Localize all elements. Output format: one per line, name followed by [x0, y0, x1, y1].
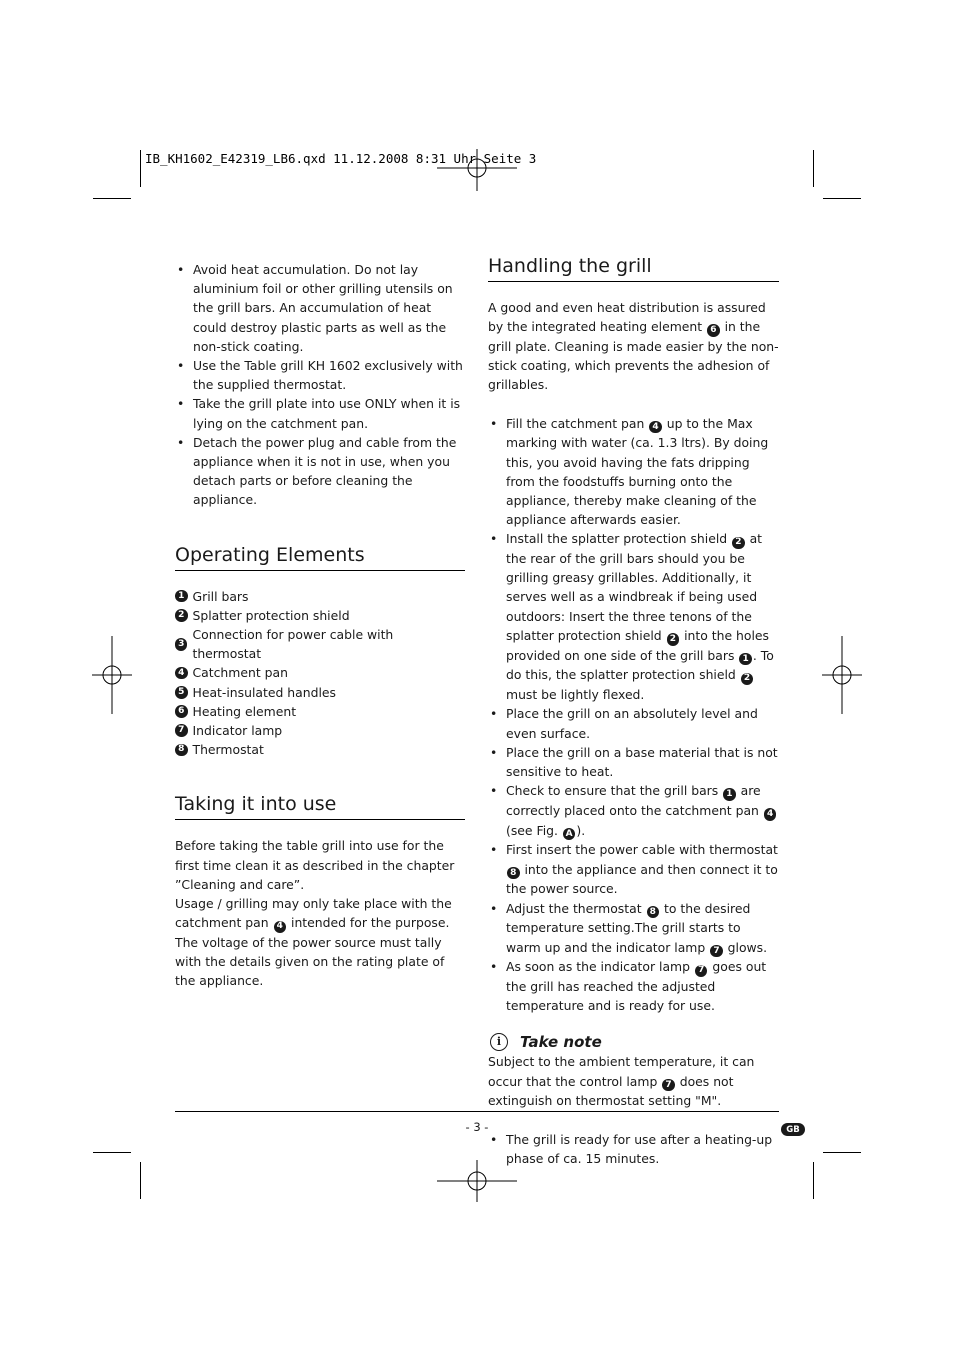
- registration-mark-icon: [92, 636, 132, 714]
- number-badge: 2: [175, 609, 188, 622]
- text: intended for the purpose.: [291, 915, 450, 931]
- text: First insert the power cable with thermostat: [506, 842, 778, 858]
- crop-mark: [823, 198, 861, 199]
- number-badge: 2: [732, 537, 745, 550]
- left-column: [175, 260, 465, 991]
- text: As soon as the indicator lamp: [506, 959, 690, 975]
- text: does not extinguish on thermostat setting "M".: [488, 1073, 734, 1109]
- item-label: Heat-insulated handles: [192, 684, 336, 700]
- list-item: [175, 606, 465, 625]
- language-badge: GB: [781, 1123, 805, 1136]
- text: into the appliance and then connect it to the power source.: [506, 861, 778, 897]
- text: up to the Max marking with water (ca. 1.3 ltrs). By doing this, you avoid having the fats dripping from the foodstuffs burning onto the appliance, thereby make cleaning of the appliance afterwards easier.: [506, 415, 769, 528]
- text: at the rear of the grill bars should you be grilling greasy grillables. Additionally, it serves well as a windbreak if being used outdoors: Insert the three tenons of the splatter protection shield: [506, 531, 763, 643]
- text: ).: [576, 822, 586, 838]
- text: Fill the catchment pan: [506, 415, 645, 431]
- number-badge: 1: [723, 788, 736, 801]
- figure-badge: A: [563, 828, 576, 841]
- number-badge: 7: [710, 945, 723, 958]
- list-item: • Use the Table grill KH 1602 exclusively with the supplied thermostat.: [175, 356, 465, 394]
- note-title: Take note: [520, 1033, 602, 1052]
- item-label: Connection for power cable with thermostat: [192, 627, 394, 662]
- item-label: Splatter protection shield: [192, 607, 350, 623]
- take-note-heading: [488, 1032, 779, 1052]
- number-badge: 6: [175, 705, 188, 718]
- list-item: [488, 414, 779, 530]
- crop-mark: [140, 1162, 141, 1199]
- number-badge: 1: [175, 590, 188, 603]
- footer-divider: [175, 1111, 779, 1112]
- item-label: Grill bars: [192, 588, 249, 604]
- note-paragraph: [488, 1052, 779, 1110]
- operating-elements-heading: Operating Elements: [175, 543, 465, 571]
- list-item: [175, 721, 465, 740]
- print-slug: IB_KH1602_E42319_LB6.qxd 11.12.2008 8:31 Uhr Seite 3: [145, 151, 537, 166]
- list-item: • The grill is ready for use after a heating-up phase of ca. 15 minutes.: [488, 1130, 779, 1168]
- number-badge: 4: [764, 808, 777, 821]
- taking-into-use-body: [175, 836, 465, 990]
- text: . To do this, the splatter protection shield: [506, 647, 774, 683]
- number-badge: 4: [175, 667, 188, 680]
- right-column: [488, 254, 779, 1168]
- list-item: [488, 781, 779, 840]
- crop-mark: [813, 150, 814, 187]
- text: to the desired temperature setting.The grill starts to warm up and the indicator lamp: [506, 900, 751, 955]
- crop-mark: [813, 1162, 814, 1199]
- intro-paragraph: [488, 298, 779, 395]
- crop-mark: [93, 198, 131, 199]
- number-badge: 1: [739, 653, 752, 666]
- paragraph: The voltage of the power source must tally with the details given on the rating plate of the appliance.: [175, 935, 445, 989]
- info-icon: i: [490, 1033, 508, 1051]
- list-item: [175, 663, 465, 682]
- text: Check to ensure that the grill bars: [506, 783, 719, 799]
- text: (see Fig.: [506, 822, 558, 838]
- item-label: Thermostat: [192, 742, 264, 758]
- number-badge: 3: [175, 638, 187, 651]
- registration-mark-icon: [822, 636, 862, 714]
- text: Usage / grilling may only take place with the catchment pan: [175, 896, 452, 931]
- operating-elements-list: [175, 587, 465, 760]
- number-badge: 7: [175, 724, 188, 737]
- number-badge: 7: [695, 965, 708, 978]
- text: are correctly placed onto the catchment pan: [506, 783, 761, 818]
- number-badge: 4: [649, 421, 662, 434]
- text: in the grill plate. Cleaning is made easier by the non-stick coating, which prevents the adhesion of grillables.: [488, 319, 779, 393]
- list-item: [175, 702, 465, 721]
- handling-heading: Handling the grill: [488, 254, 779, 282]
- safety-bullets: [175, 260, 465, 510]
- handling-bullets: [488, 414, 779, 1016]
- list-item: [175, 587, 465, 606]
- text: Install the splatter protection shield: [506, 531, 728, 547]
- list-item: [488, 529, 779, 704]
- number-badge: 7: [662, 1079, 675, 1092]
- final-bullets: [488, 1130, 779, 1168]
- text: goes out the grill has reached the adjusted temperature and is ready for use.: [506, 959, 767, 1014]
- number-badge: 8: [647, 906, 660, 919]
- list-item: • Avoid heat accumulation. Do not lay aluminium foil or other grilling utensils on the grill bars. An accumulation of heat could destroy plastic parts as well as the non-stick coating.: [175, 260, 465, 356]
- item-label: Heating element: [192, 703, 297, 719]
- list-item: [175, 740, 465, 759]
- crop-mark: [93, 1152, 131, 1153]
- number-badge: 2: [741, 673, 754, 686]
- number-badge: 8: [175, 744, 188, 757]
- list-item: [175, 625, 465, 663]
- text: into the holes provided on one side of the grill bars: [506, 627, 769, 663]
- number-badge: 8: [507, 867, 520, 880]
- number-badge: 6: [707, 324, 720, 337]
- text: Subject to the ambient temperature, it can occur that the control lamp: [488, 1054, 755, 1089]
- number-badge: 4: [274, 921, 287, 934]
- text: Adjust the thermostat: [506, 900, 642, 916]
- paragraph: Before taking the table grill into use for the first time clean it as described in the chapter ”Cleaning and care”.: [175, 838, 455, 892]
- item-label: Catchment pan: [192, 665, 288, 681]
- text: glows.: [727, 939, 768, 955]
- text: must be lightly flexed.: [506, 687, 645, 703]
- crop-mark: [823, 1152, 861, 1153]
- text: A good and even heat distribution is assured by the integrated heating element: [488, 300, 766, 335]
- list-item: [175, 683, 465, 702]
- number-badge: 5: [175, 686, 188, 699]
- list-item: [488, 840, 779, 898]
- crop-mark: [140, 150, 141, 187]
- list-item: • Place the grill on an absolutely level and even surface.: [488, 704, 779, 742]
- list-item: • Place the grill on a base material that is not sensitive to heat.: [488, 743, 779, 781]
- list-item: [488, 899, 779, 958]
- list-item: [488, 957, 779, 1015]
- list-item: • Take the grill plate into use ONLY when it is lying on the catchment pan.: [175, 394, 465, 432]
- taking-into-use-heading: Taking it into use: [175, 792, 465, 820]
- number-badge: 2: [667, 633, 680, 646]
- page-number: - 3 -: [465, 1120, 489, 1134]
- item-label: Indicator lamp: [192, 723, 283, 739]
- list-item: • Detach the power plug and cable from the appliance when it is not in use, when you detach parts or before cleaning the appliance.: [175, 433, 465, 510]
- paragraph: [175, 894, 465, 933]
